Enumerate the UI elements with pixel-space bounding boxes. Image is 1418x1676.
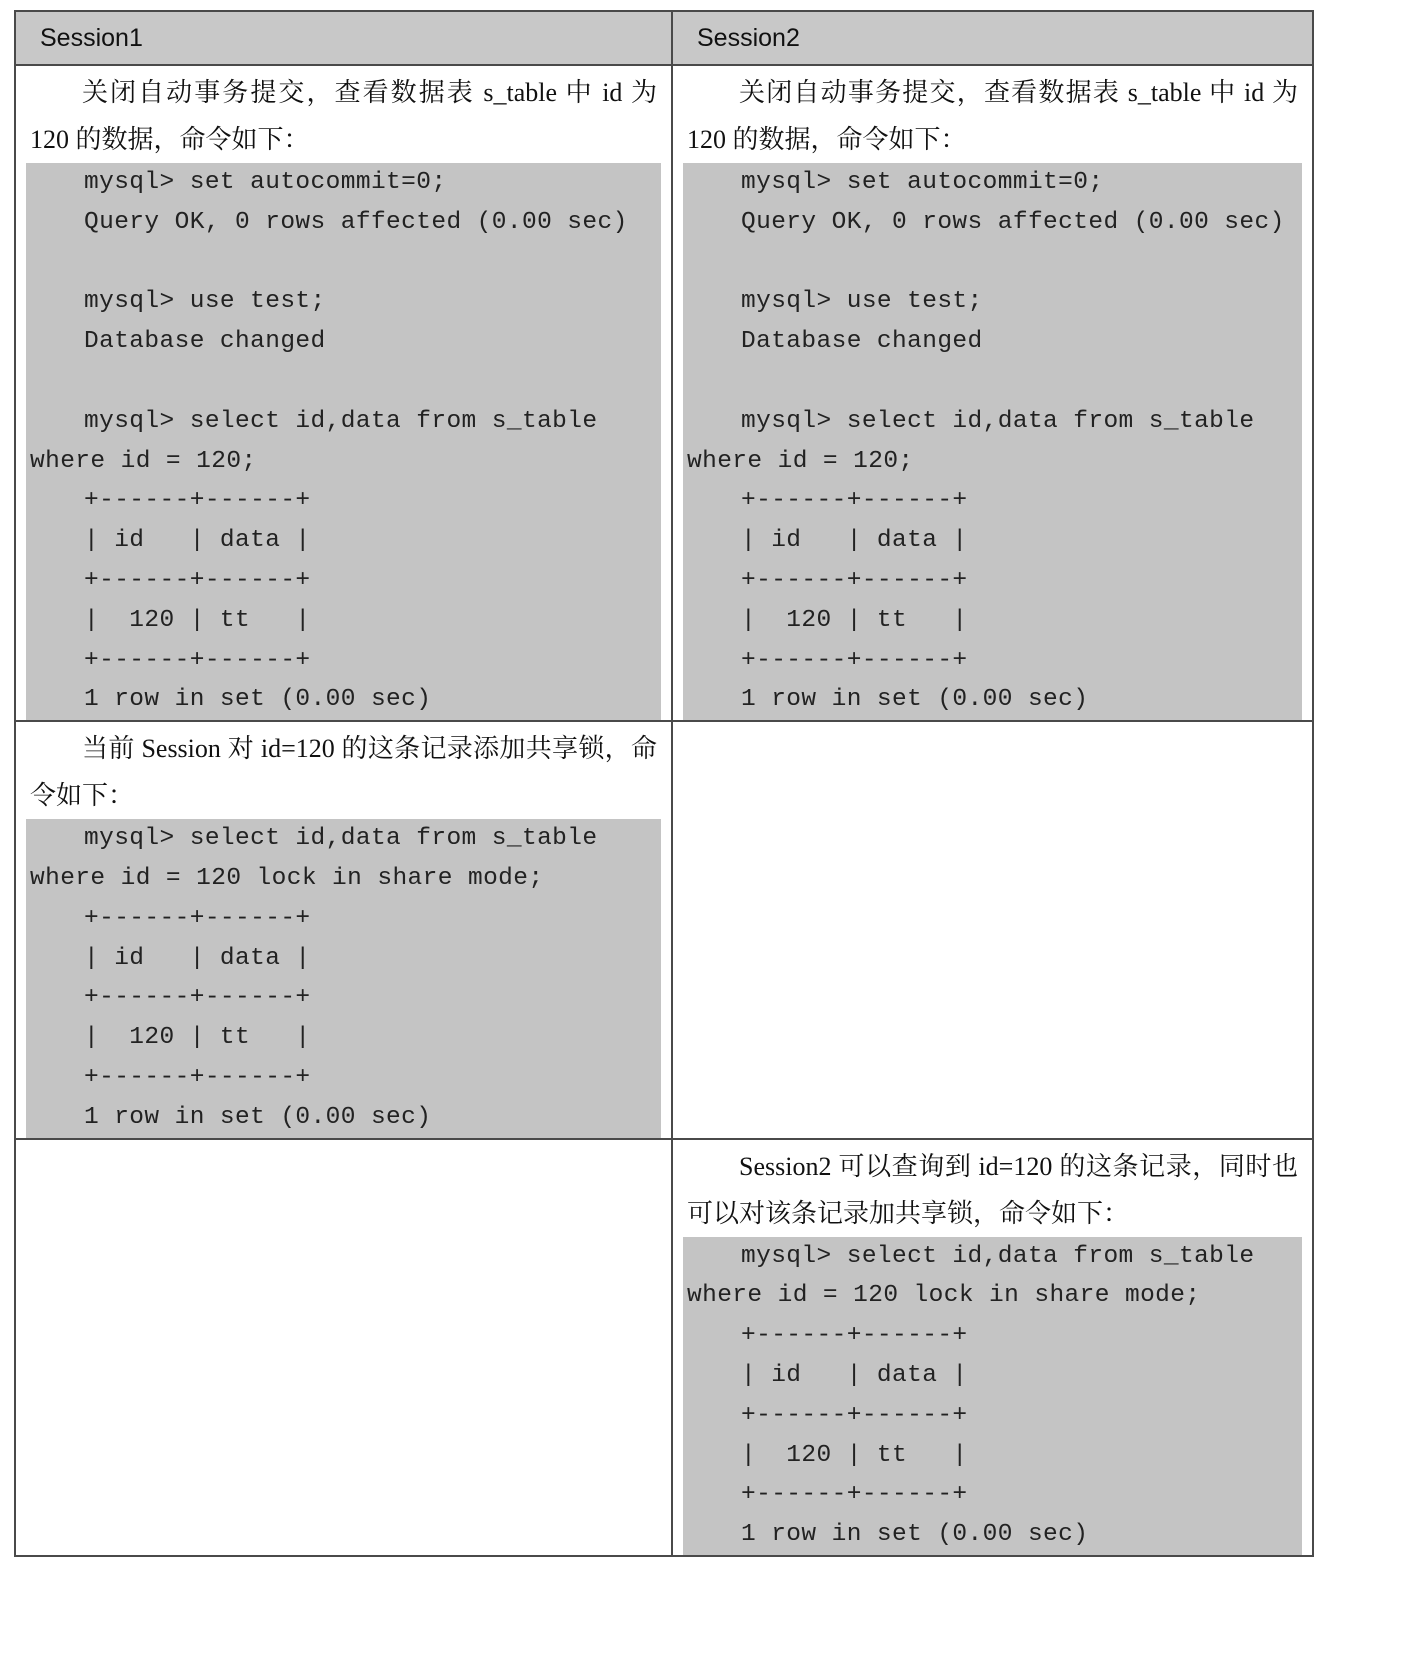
step1-session1-desc: 关闭自动事务提交，查看数据表 s_table 中 id 为 120 的数据，命令如下： xyxy=(30,78,657,154)
code-line: | id | data | xyxy=(741,527,968,555)
code-line xyxy=(683,243,1302,283)
step1-session1-cell xyxy=(15,65,672,721)
code-line: Database changed xyxy=(84,328,326,356)
step3-row xyxy=(15,1139,1313,1556)
code-line: mysql> set autocommit=0; xyxy=(84,169,447,196)
code-line: | 120 | tt | xyxy=(84,606,311,634)
code-line: | 120 | tt | xyxy=(741,606,968,634)
code-line: 1 row in set (0.00 sec) xyxy=(84,1103,432,1131)
code-line: +------+------+ xyxy=(84,566,311,594)
step1-session2-desc: 关闭自动事务提交，查看数据表 s_table 中 id 为 120 的数据，命令如下： xyxy=(687,78,1298,154)
step2-session2-cell xyxy=(672,721,1313,1138)
code-line: mysql> select id,data from s_table xyxy=(741,1242,1255,1270)
header-session1: Session1 xyxy=(15,11,672,65)
code-line: 1 row in set (0.00 sec) xyxy=(84,686,432,714)
code-line xyxy=(683,362,1302,402)
step2-session1-code xyxy=(26,819,661,1137)
code-line xyxy=(26,362,661,402)
code-line: +------+------+ xyxy=(84,904,311,932)
code-line: where id = 120 lock in share mode; xyxy=(687,1282,1201,1310)
code-line: +------+------+ xyxy=(741,1322,968,1350)
code-line: | id | data | xyxy=(84,944,311,972)
code-line: mysql> select id,data from s_table xyxy=(84,825,598,853)
code-line: +------+------+ xyxy=(741,566,968,594)
code-line: mysql> use test; xyxy=(741,288,983,316)
code-line: mysql> use test; xyxy=(84,288,326,316)
code-line: +------+------+ xyxy=(741,1481,968,1509)
code-line: | id | data | xyxy=(741,1361,968,1389)
code-line: | 120 | tt | xyxy=(84,1024,311,1052)
code-line: 1 row in set (0.00 sec) xyxy=(741,686,1089,714)
code-line: +------+------+ xyxy=(741,1401,968,1429)
step1-session2-cell xyxy=(672,65,1313,721)
session-comparison-table xyxy=(14,10,1314,1557)
step3-session1-cell xyxy=(15,1139,672,1556)
step2-row xyxy=(15,721,1313,1138)
code-line: +------+------+ xyxy=(741,646,968,674)
step3-session2-desc: Session2 可以查询到 id=120 的这条记录，同时也可以对该条记录加共享锁，命令如下： xyxy=(687,1151,1298,1228)
header-session2: Session2 xyxy=(672,11,1313,65)
code-line: mysql> set autocommit=0; xyxy=(741,169,1104,196)
code-line: Database changed xyxy=(741,328,983,356)
code-line: +------+------+ xyxy=(741,487,968,515)
code-line: 1 row in set (0.00 sec) xyxy=(741,1521,1089,1549)
code-line: where id = 120; xyxy=(30,447,257,475)
code-line xyxy=(26,243,661,283)
step3-session2-cell xyxy=(672,1139,1313,1556)
code-line: where id = 120 lock in share mode; xyxy=(30,864,544,892)
code-line: +------+------+ xyxy=(84,1063,311,1091)
code-line: mysql> select id,data from s_table xyxy=(84,407,598,435)
step1-session1-code xyxy=(26,163,661,720)
step1-session2-code xyxy=(683,163,1302,720)
step3-session2-code xyxy=(683,1237,1302,1555)
code-line: mysql> select id,data from s_table xyxy=(741,407,1255,435)
code-line: | id | data | xyxy=(84,527,311,555)
step2-session1-cell xyxy=(15,721,672,1138)
step1-row xyxy=(15,65,1313,721)
code-line: +------+------+ xyxy=(84,984,311,1012)
code-line: Query OK, 0 rows affected (0.00 sec) xyxy=(741,208,1285,236)
code-line: +------+------+ xyxy=(84,487,311,515)
code-line: where id = 120; xyxy=(687,447,914,475)
step2-session1-desc: 当前 Session 对 id=120 的这条记录添加共享锁，命令如下： xyxy=(30,734,657,811)
code-line: +------+------+ xyxy=(84,646,311,674)
code-line: | 120 | tt | xyxy=(741,1441,968,1469)
code-line: Query OK, 0 rows affected (0.00 sec) xyxy=(84,208,628,236)
header-row xyxy=(15,11,1313,65)
